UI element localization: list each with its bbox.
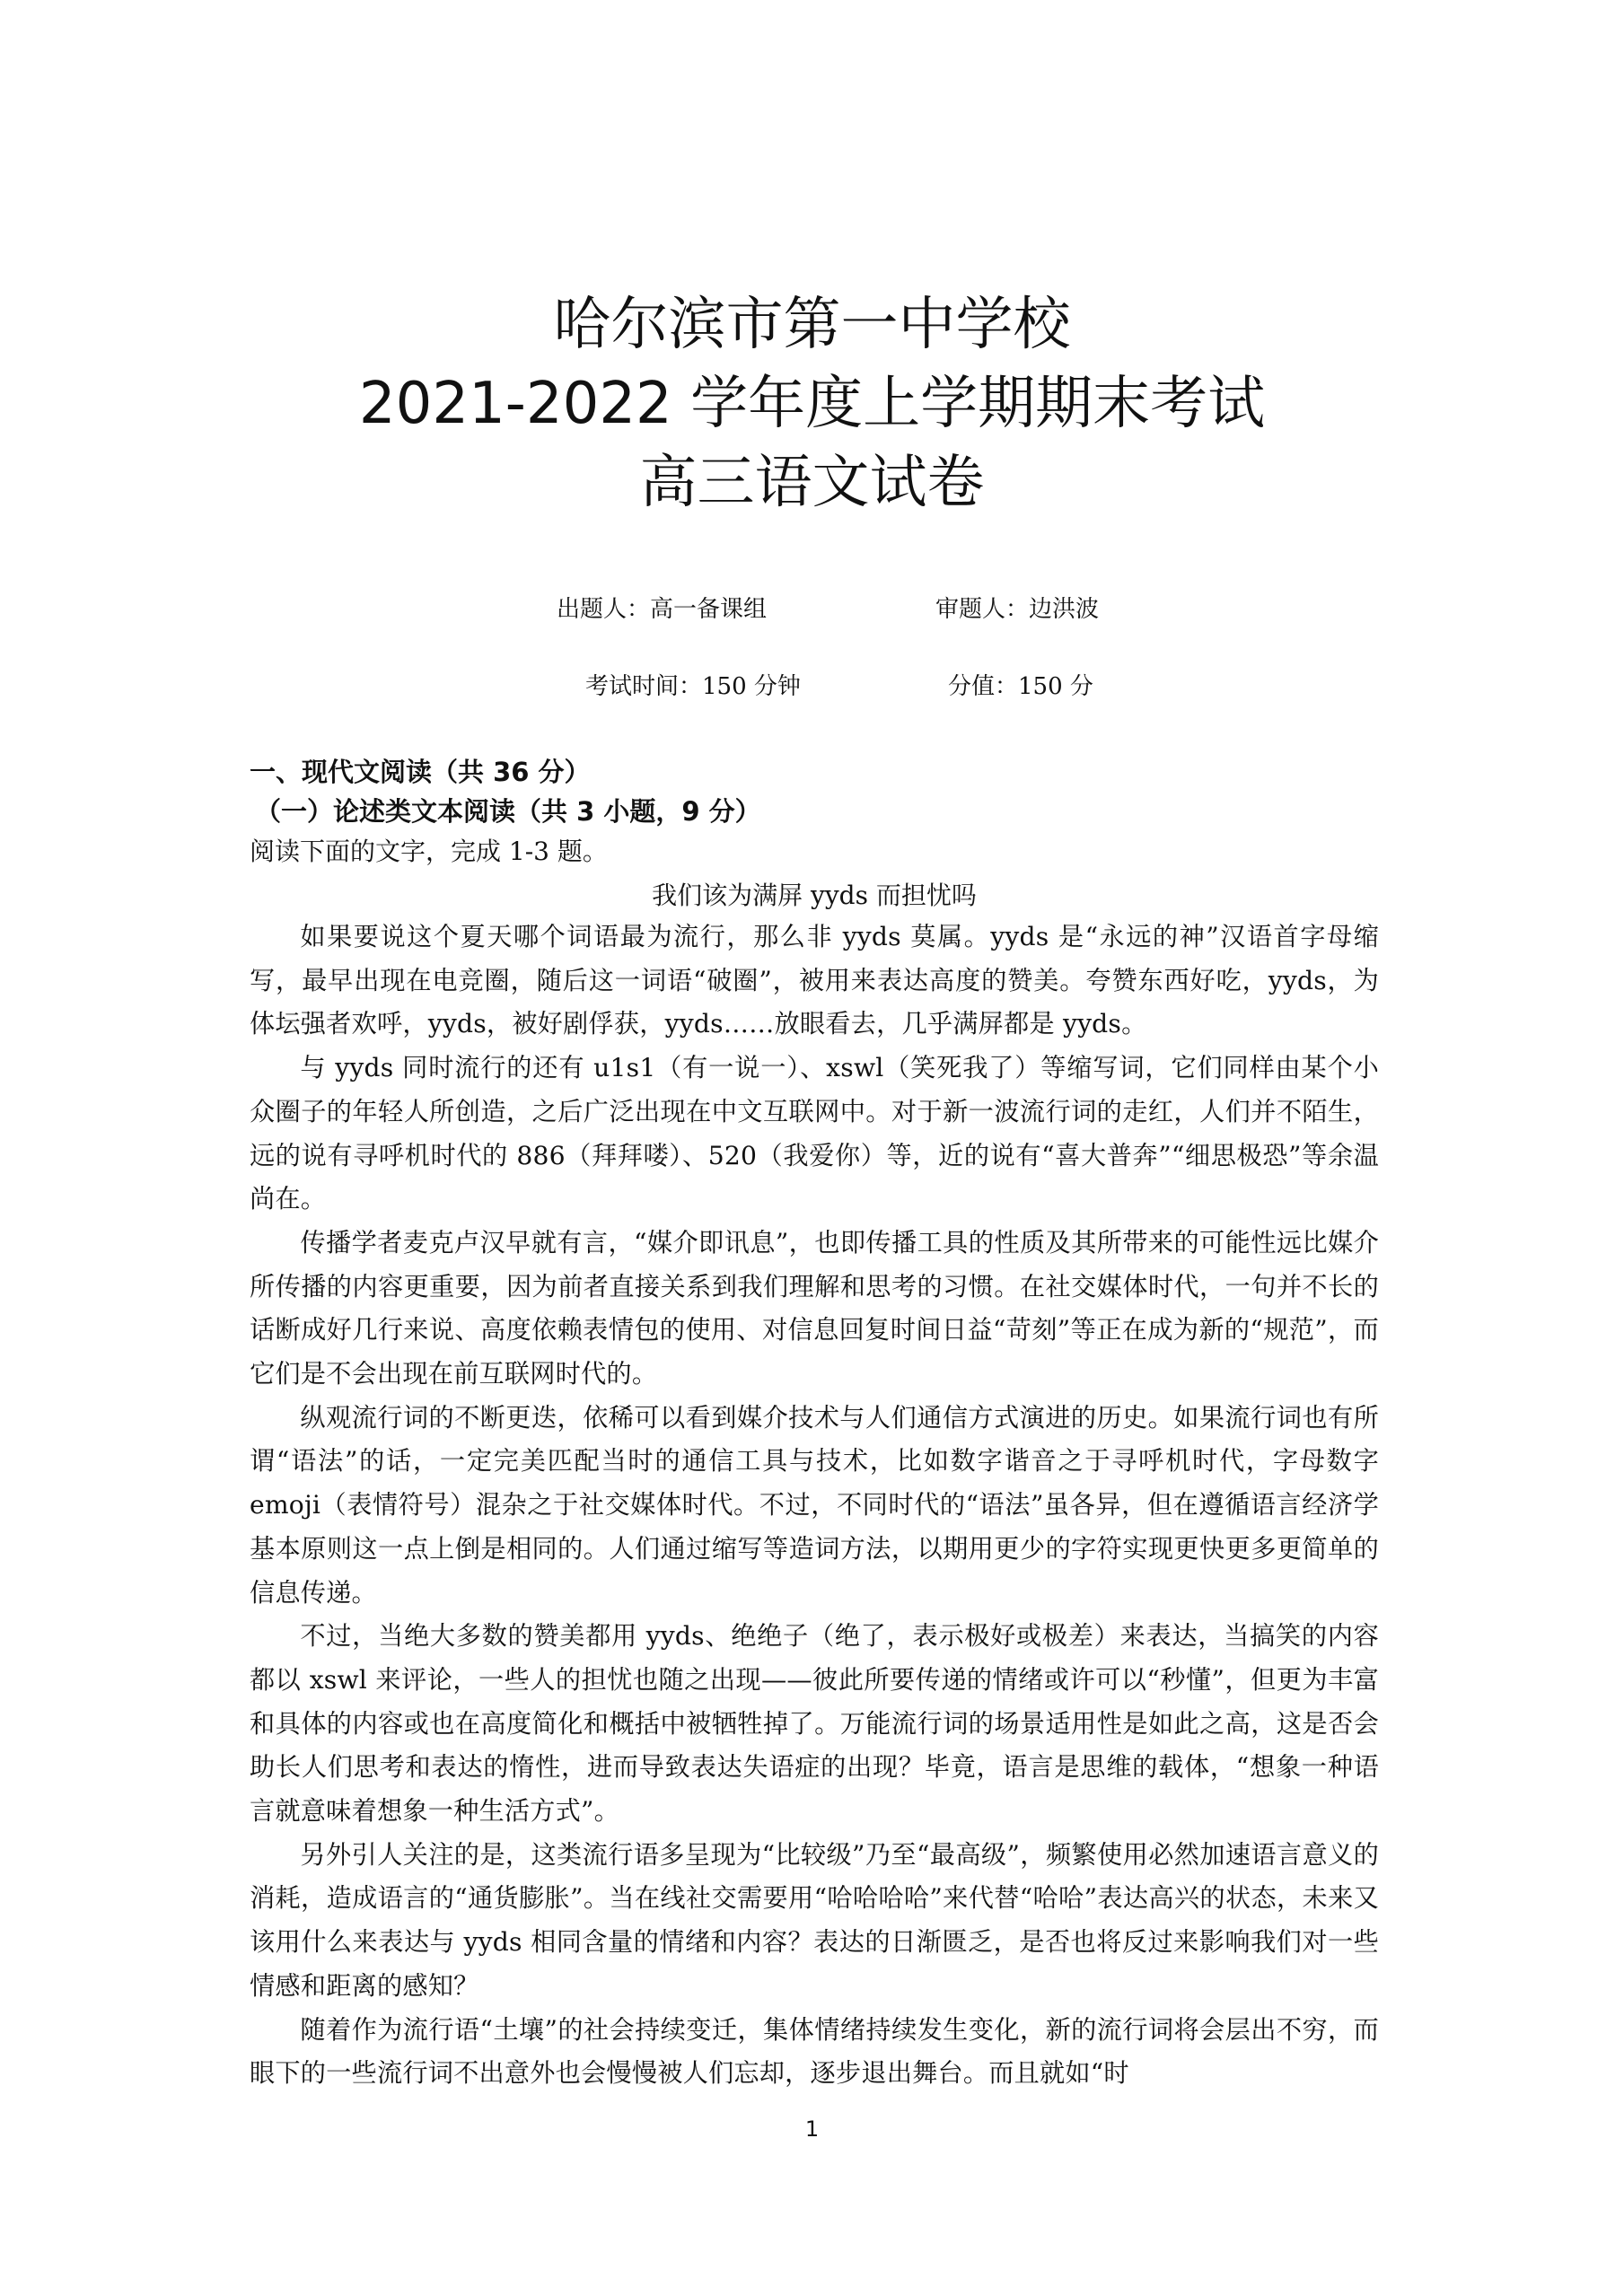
article-title: 我们该为满屏 yyds 而担忧吗 — [652, 881, 977, 910]
article-paragraph: 另外引人关注的是，这类流行语多呈现为“比较级”乃至“最高级”，频繁使用必然加速语言意义的消耗，造成语言的“通货膨胀”。当在线社交需要用“哈哈哈哈”来代替“哈哈”表达高兴的状态，未来又该用什么来表达与 yyds 相同含量的情绪和内容？表达的日渐匮乏，是否也将反过来影响我们对一些情感和距离的感知？ — [250, 1839, 1379, 2001]
article-paragraph: 传播学者麦克卢汉早就有言，“媒介即讯息”，也即传播工具的性质及其所带来的可能性远比媒介所传播的内容更重要，因为前者直接关系到我们理解和思考的习惯。在社交媒体时代，一句并不长的话断成好几行来说、高度依赖表情包的使用、对信息回复时间日益“苛刻”等正在成为新的“规范”，而它们是不会出现在前互联网时代的。 — [250, 1227, 1379, 1389]
exam-title-block — [0, 285, 1624, 522]
article-paragraph: 与 yyds 同时流行的还有 u1s1（有一说一）、xswl（笑死我了）等缩写词，它们同样由某个小众圈子的年轻人所创造，之后广泛出现在中文互联网中。对于新一波流行词的走红，人们并不陌生，远的说有寻呼机时代的 886（拜拜喽）、520（我爱你）等，近的说有“喜大普奔”“细思极恐”等余温尚在。 — [250, 1053, 1379, 1214]
article-paragraph: 随着作为流行语“土壤”的社会持续变迁，集体情绪持续发生变化，新的流行词将会层出不穷，而眼下的一些流行词不出意外也会慢慢被人们忘却，逐步退出舞台。而且就如“时 — [250, 2014, 1379, 2089]
exam-time-label: 考试时间：150 分钟 — [585, 673, 801, 700]
article-paragraph: 如果要说这个夏天哪个词语最为流行，那么非 yyds 莫属。yyds 是“永远的神”汉语首字母缩写，最早出现在电竞圈，随后这一词语“破圈”，被用来表达高度的赞美。夸赞东西好吃，yyds，为体坛强者欢呼，yyds，被好剧俘获，yyds……放眼看去，几乎满屏都是 yyds。 — [250, 922, 1379, 1039]
reading-instruction: 阅读下面的文字，完成 1-3 题。 — [250, 837, 608, 866]
score-label: 分值：150 分 — [948, 673, 1093, 700]
article-paragraph: 纵观流行词的不断更迭，依稀可以看到媒介技术与人们通信方式演进的历史。如果流行词也有所谓“语法”的话，一定完美匹配当时的通信工具与技术，比如数字谐音之于寻呼机时代，字母数字 emoji（表情符号）混杂之于社交媒体时代。不过，不同时代的“语法”虽各异，但在遵循语言经济学基本原则这一点上倒是相同的。人们通过缩写等造词方法，以期用更少的字符实现更快更多更简单的信息传递。 — [250, 1402, 1379, 1608]
school-name: 哈尔滨市第一中学校 — [553, 292, 1071, 358]
exam-name: 2021-2022 学年度上学期期末考试 — [358, 371, 1266, 437]
section-content — [250, 752, 1379, 2096]
reviewer-label: 审题人：边洪波 — [935, 596, 1100, 623]
article-paragraph: 不过，当绝大多数的赞美都用 yyds、绝绝子（绝了，表示极好或极差）来表达，当搞笑的内容都以 xswl 来评论，一些人的担忧也随之出现——彼此所要传递的情绪或许可以“秒懂”，但更为丰富和具体的内容或也在高度简化和概括中被牺牲掉了。万能流行词的场景适用性是如此之高，这是否会助长人们思考和表达的惰性，进而导致表达失语症的出现？毕竟，语言是思维的载体，“想象一种语言就意味着想象一种生活方式”。 — [250, 1621, 1379, 1827]
page-number: 1 — [804, 2116, 820, 2142]
subsection-heading: （一）论述类文本阅读（共 3 小题，9 分） — [255, 796, 761, 827]
paper-name: 高三语文试卷 — [639, 450, 985, 516]
author-label: 出题人：高一备课组 — [557, 596, 768, 623]
section-heading: 一、现代文阅读（共 36 分） — [250, 757, 591, 787]
